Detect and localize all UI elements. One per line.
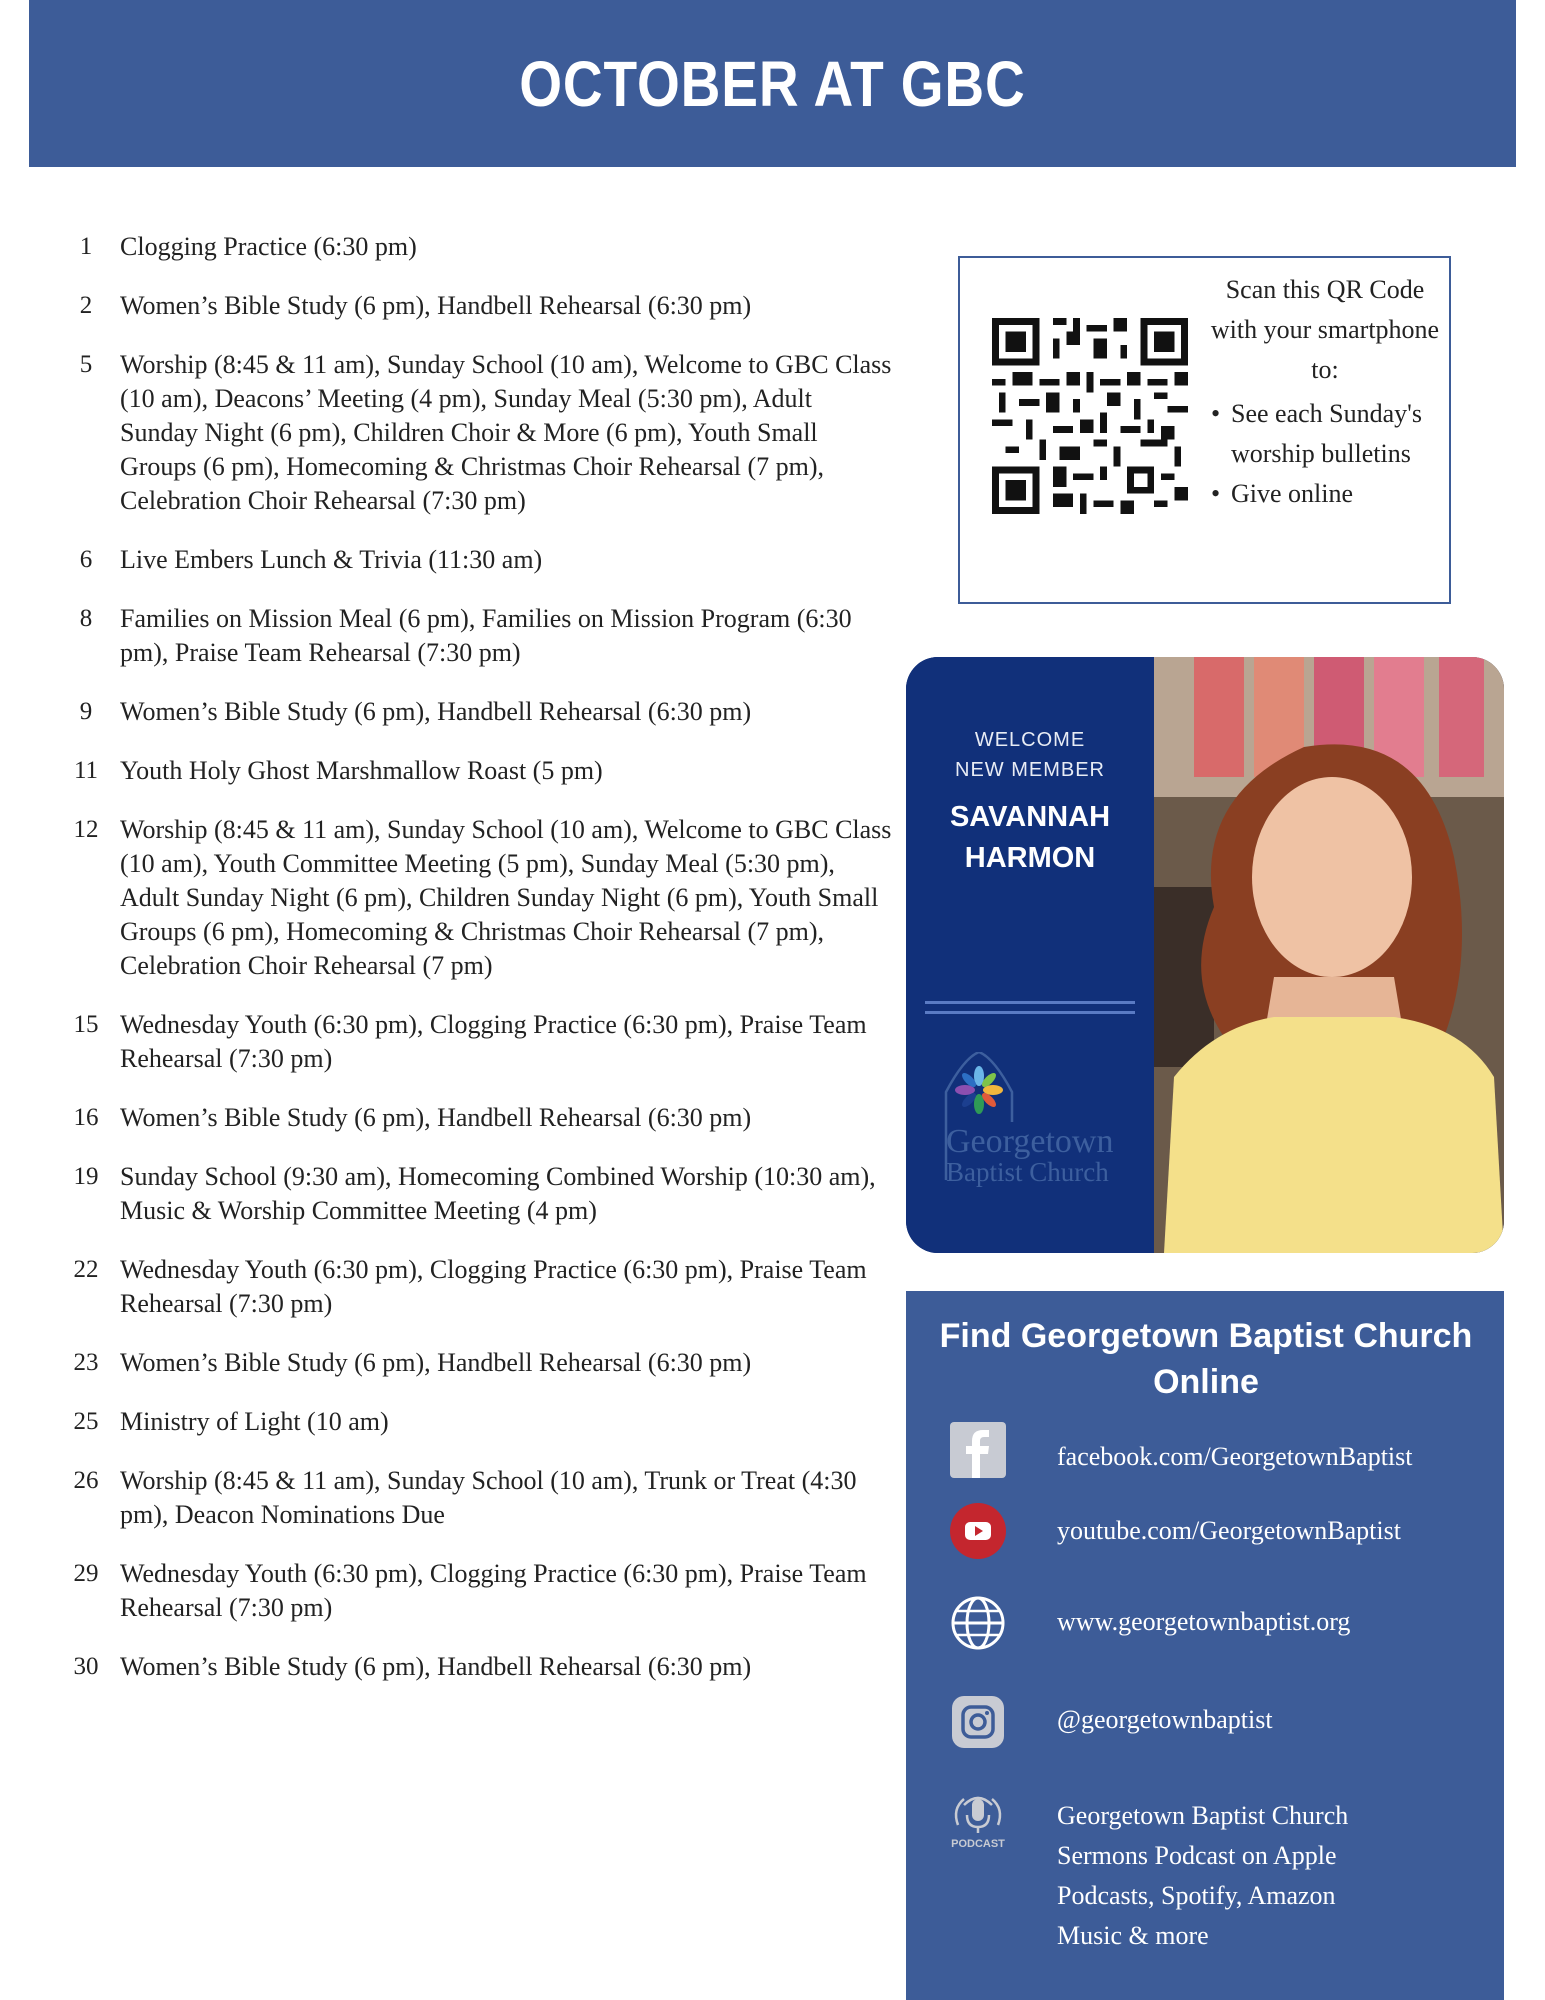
calendar-day: 5 [79,351,93,378]
calendar-day: 1 [79,233,93,260]
instagram-handle[interactable]: @georgetownbaptist [1057,1705,1273,1734]
calendar-row [52,348,892,518]
calendar-row [52,1650,892,1684]
calendar-row [52,1101,892,1135]
youtube-icon[interactable] [950,1503,1006,1559]
podcast-icon[interactable] [950,1791,1006,1853]
calendar-day: 26 [73,1467,99,1494]
event-calendar [52,230,892,1709]
calendar-row [52,602,892,670]
member-photo [1154,657,1504,1253]
calendar-day: 30 [73,1653,99,1680]
podcast-link[interactable]: Georgetown Baptist Church Sermons Podcast on Apple Podcasts, Spotify, Amazon Music & more [1057,1801,1349,1950]
calendar-day: 8 [79,605,93,632]
page-title: OCTOBER AT GBC [519,47,1026,120]
calendar-row [52,230,892,264]
calendar-row [52,754,892,788]
qr-instructions [1205,270,1445,514]
welcome-panel [906,657,1154,1253]
calendar-events: Wednesday Youth (6:30 pm), Clogging Practice (6:30 pm), Praise Team Rehearsal (7:30 pm) [120,1559,867,1622]
calendar-events: Youth Holy Ghost Marshmallow Roast (5 pm) [120,756,603,785]
calendar-row [52,1405,892,1439]
calendar-events: Families on Mission Meal (6 pm), Families on Mission Program (6:30 pm), Praise Team Rehearsal (7:30 pm) [120,604,852,667]
calendar-row [52,1008,892,1076]
calendar-day: 23 [73,1349,99,1376]
calendar-row [52,1557,892,1625]
qr-feature-item: • See each Sunday's worship bulletins [1231,394,1445,474]
calendar-events: Worship (8:45 & 11 am), Sunday School (10 am), Welcome to GBC Class (10 am), Deacons’ Meeting (4 pm), Sunday Meal (5:30 pm), Adult Sunday Night (6 pm), Children Choir & More (6 pm), Youth Small Groups (6 pm), Homecoming & Christmas Choir Rehearsal (7 pm), Celebration Choir Rehearsal (7:30 pm) [120,350,892,515]
calendar-day: 6 [79,546,93,573]
calendar-day: 16 [73,1104,99,1131]
calendar-day: 15 [73,1011,99,1038]
calendar-events: Women’s Bible Study (6 pm), Handbell Rehearsal (6:30 pm) [120,291,752,320]
calendar-row [52,1346,892,1380]
calendar-row [52,1160,892,1228]
calendar-row [52,1253,892,1321]
member-first-name: SAVANNAH [949,801,1111,833]
calendar-day: 22 [73,1256,99,1283]
member-name [906,797,1154,879]
calendar-events: Wednesday Youth (6:30 pm), Clogging Practice (6:30 pm), Praise Team Rehearsal (7:30 pm) [120,1010,867,1073]
calendar-row [52,813,892,983]
calendar-row [52,289,892,323]
member-last-name: HARMON [964,842,1096,874]
welcome-new-member-card [906,657,1504,1253]
calendar-row [52,695,892,729]
calendar-day: 11 [73,757,99,784]
logo-subtitle: Baptist Church [946,1157,1109,1187]
globe-icon[interactable] [950,1595,1006,1651]
calendar-events: Women’s Bible Study (6 pm), Handbell Rehearsal (6:30 pm) [120,697,752,726]
calendar-events: Women’s Bible Study (6 pm), Handbell Rehearsal (6:30 pm) [120,1103,752,1132]
calendar-events: Ministry of Light (10 am) [120,1407,389,1436]
instagram-icon[interactable] [950,1694,1006,1750]
calendar-events: Women’s Bible Study (6 pm), Handbell Rehearsal (6:30 pm) [120,1348,752,1377]
logo-name: Georgetown [946,1123,1114,1160]
calendar-events: Wednesday Youth (6:30 pm), Clogging Practice (6:30 pm), Praise Team Rehearsal (7:30 pm) [120,1255,867,1318]
qr-code-box [958,256,1451,604]
page-header [29,0,1516,167]
facebook-icon[interactable] [950,1422,1006,1478]
calendar-day: 29 [73,1560,99,1587]
qr-feature-list [1205,394,1445,514]
welcome-label [906,725,1154,785]
calendar-events: Sunday School (9:30 am), Homecoming Combined Worship (10:30 am), Music & Worship Committee Meeting (4 pm) [120,1162,876,1225]
qr-intro-text: Scan this QR Code with your smartphone to: [1210,275,1440,384]
calendar-events: Women’s Bible Study (6 pm), Handbell Rehearsal (6:30 pm) [120,1652,752,1681]
decorative-divider [925,1001,1135,1021]
calendar-events: Worship (8:45 & 11 am), Sunday School (10 am), Trunk or Treat (4:30 pm), Deacon Nominations Due [120,1466,857,1529]
podcast-icon-label: PODCAST [951,1838,1005,1850]
welcome-label-line: NEW MEMBER [955,759,1105,781]
calendar-events: Live Embers Lunch & Trivia (11:30 am) [120,545,543,574]
find-online-panel [906,1291,1504,2000]
calendar-events: Clogging Practice (6:30 pm) [120,232,417,261]
calendar-day: 19 [73,1163,99,1190]
church-logo-text [946,1123,1156,1187]
calendar-row [52,543,892,577]
calendar-day: 2 [79,292,93,319]
calendar-row [52,1464,892,1532]
calendar-day: 12 [73,816,99,843]
qr-code[interactable] [992,318,1188,514]
calendar-day: 25 [73,1408,99,1435]
calendar-events: Worship (8:45 & 11 am), Sunday School (10 am), Welcome to GBC Class (10 am), Youth Committee Meeting (5 pm), Sunday Meal (5:30 pm), Adult Sunday Night (6 pm), Children Sunday Night (6 pm), Youth Small Groups (6 pm), Homecoming & Christmas Choir Rehearsal (7 pm), Celebration Choir Rehearsal (7 pm) [120,815,892,980]
welcome-label-line: WELCOME [974,729,1086,751]
calendar-day: 9 [79,698,93,725]
youtube-link[interactable]: youtube.com/GeorgetownBaptist [1057,1516,1401,1545]
online-title: Find Georgetown Baptist Church Online [939,1317,1473,1401]
qr-feature-item: • Give online [1231,474,1445,514]
website-link[interactable]: www.georgetownbaptist.org [1057,1607,1351,1636]
facebook-link[interactable]: facebook.com/GeorgetownBaptist [1057,1442,1413,1471]
